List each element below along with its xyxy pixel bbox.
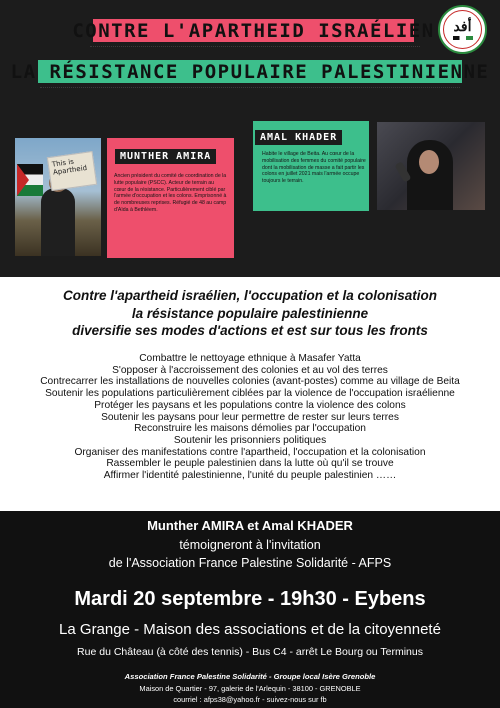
list-item: Combattre le nettoyage ethnique à Masafer Yatta [139,353,361,364]
title-line-1: CONTRE L'APARTHEID ISRAÉLIEN [72,19,435,42]
profile-name: AMAL KHADER [255,130,342,145]
event-address: Rue du Château (à côté des tennis) - Bus C4 - arrêt Le Bourg ou Terminus [77,646,423,658]
invitation-line: de l'Association France Palestine Solidarité - AFPS [108,556,392,570]
subtitle-line: Contre l'apartheid israélien, l'occupation et la colonisation [63,288,437,303]
actions-list [0,353,500,482]
list-item: Organiser des manifestations contre l'apartheid, l'occupation et la colonisation [74,446,426,458]
event-section [0,511,500,708]
subtitle [0,287,500,340]
title-line-2: LA RÉSISTANCE POPULAIRE PALESTINIENNE [10,60,490,83]
list-item: S'opposer à l'accroissement des colonies et au vol des terres [112,364,388,376]
profile-name: MUNTHER AMIRA [115,149,216,164]
person-silhouette [41,188,75,256]
protest-sign: This is Apartheid [47,151,97,191]
profile-card-amira [107,138,234,258]
speakers: Munther AMIRA et Amal KHADER [147,518,353,533]
list-item: Rassembler le peuple palestinien dans la lutte où qu'il se trouve [106,458,394,470]
profile-bio: Ancien président du comité de coordination de la lutte populaire (PSCC). Acteur de terrain au cœur de la résistance. Particulièrement ciblé par l'armée d'occupation et les colons. Emprisonné à de nombreuses reprises. Réfugié de 48 au camp d'Aïda à Bethléem. [114,173,227,213]
profile-bio: Habite le village de Beita. Au cœur de la mobilisation des femmes du comité populaire dont la mobilisation de masse a fait partir les colons en juillet 2021 mais l'armée occupe toujours le terrain. [262,151,366,184]
footer-association: Association France Palestine Solidarité - Groupe local Isère Grenoble [124,672,376,681]
photo-munther-amira [15,138,101,256]
invitation-line: témoigneront à l'invitation [179,538,321,552]
profile-card-khader [253,121,369,211]
list-item: Reconstruire les maisons démolies par l'occupation [134,423,366,435]
list-item: Affirmer l'identité palestinienne, l'unité du peuple palestinien …… [103,470,397,482]
list-item: Protéger les paysans et les populations contre la violence des colons [94,399,406,411]
footer-address: Maison de Quartier - 97, galerie de l'Arlequin - 38100 - GRENOBLE [139,684,361,693]
decorative-dotted-line [40,87,460,88]
flag-triangle [17,164,29,196]
event-date: Mardi 20 septembre - 19h30 - Eybens [74,588,426,610]
event-venue: La Grange - Maison des associations et de la citoyenneté [59,621,441,638]
logo-mark: أفد [453,19,472,35]
subtitle-line: la résistance populaire palestinienne [131,305,369,321]
header-section [0,0,500,277]
decorative-dotted-line [90,46,420,47]
list-item: Contrecarrer les installations de nouvelles colonies (avant-postes) comme au village de Beita [40,376,460,388]
footer-contact: courriel : afps38@yahoo.fr - suivez-nous sur fb [173,695,327,704]
palestine-flag-icon [453,36,473,40]
person-face [419,150,439,174]
afps-logo [438,5,487,54]
list-item: Soutenir les paysans pour leur permettre de rester sur leurs terres [101,411,399,423]
list-item: Soutenir les populations particulièrement ciblées par la violence de l'occupation israélienne [45,388,455,400]
photo-amal-khader [377,122,485,210]
list-item: Soutenir les prisonniers politiques [173,434,327,446]
subtitle-line: diversifie ses modes d'actions et est sur tous les fronts [72,323,428,338]
